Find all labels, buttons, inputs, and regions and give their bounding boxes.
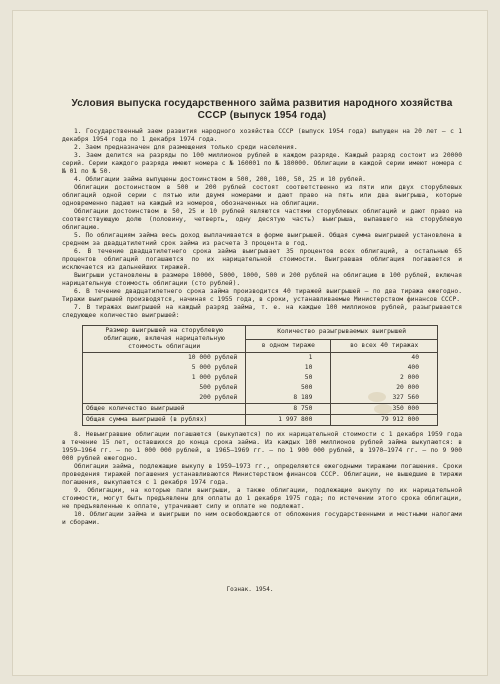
- paragraph: 6. В течение двадцатилетнего срока займа выигрывает 35 процентов всех облигаций, а остальные 65 процентов облигаций погашаются по их нарицательной стоимости. Выигравшая облигация погашается и исключается из дальнейших тиражей.: [62, 248, 462, 271]
- winnings-table: [82, 325, 438, 426]
- cell-size: 5 000 рублей: [83, 363, 246, 373]
- paragraph: 4. Облигации займа выпущены достоинством в 500, 200, 100, 50, 25 и 10 рублей.: [74, 176, 366, 183]
- document-body: [62, 98, 462, 527]
- paragraph: 6. В течение двадцатилетнего срока займа производится 40 тиражей выигрышей — по два тиража ежегодно. Тиражи выигрышей производятся, начиная с 1955 года, в сроки, устанавливаемые Министерством финансов СССР.: [62, 288, 462, 303]
- total-count-label: Общее количество выигрышей: [83, 404, 246, 415]
- cell-one-draw: 8 189: [246, 393, 331, 404]
- paragraph: 5. По облигациям займа весь доход выплачивается в форме выигрышей. Общая сумма выигрышей установлена в среднем за двадцатилетний срок займа из расчета 3 процента в год.: [62, 232, 462, 247]
- table-row: [83, 383, 438, 393]
- cell-all-draws: 327 560: [331, 393, 438, 404]
- cell-all-draws: 20 000: [331, 383, 438, 393]
- paragraph: 2. Заем предназначен для размещения только среди населения.: [74, 144, 298, 151]
- paragraph: 1. Государственный заем развития народного хозяйства СССР (выпуск 1954 года) выпущен на 20 лет — с 1 декабря 1954 года по 1 декабря 1974 года.: [62, 128, 462, 143]
- conditions-section: [62, 128, 462, 320]
- paragraph: Облигации достоинством в 500 и 200 рублей состоят соответственно из пяти или двух сторублевых облигаций одной серии с пятью или двумя номерами и дают право на пять или два выигрыша, которые одновременно падают на каждый из номеров, обозначенных на облигации.: [62, 184, 462, 207]
- cell-all-draws: 400: [331, 363, 438, 373]
- paragraph: 10. Облигации займа и выигрыши по ним освобождаются от обложения государственными и местными налогами и сборами.: [62, 511, 462, 526]
- cell-one-draw: 50: [246, 373, 331, 383]
- cell-one-draw: 10: [246, 363, 331, 373]
- table-row: [83, 373, 438, 383]
- table-total-row: [83, 404, 438, 415]
- column-group-header: Количество разыгрываемых выигрышей: [246, 326, 438, 340]
- total-count-one: 8 750: [246, 404, 331, 415]
- document-title: Условия выпуска государственного займа развития народного хозяйства СССР (выпуск 1954 года): [71, 98, 453, 121]
- cell-size: 500 рублей: [83, 383, 246, 393]
- column-header-size: Размер выигрышей на сторублевую облигацию, включая нарицательную стоимость облигации: [83, 326, 246, 353]
- table-total-row: [83, 415, 438, 426]
- cell-size: 1 000 рублей: [83, 373, 246, 383]
- total-count-all: 350 000: [331, 404, 438, 415]
- column-header-all-draws: во всех 40 тиражах: [331, 339, 438, 353]
- cell-all-draws: 2 000: [331, 373, 438, 383]
- table-row: [83, 393, 438, 404]
- total-sum-label: Общая сумма выигрышей (в рублях): [83, 415, 246, 426]
- cell-one-draw: 1: [246, 353, 331, 364]
- paragraph: 7. В тиражах выигрышей на каждый разряд займа, т. е. на каждые 100 миллионов рублей, разыгрывается следующее количество выигрышей:: [62, 304, 462, 319]
- paragraph: Облигации займа, подлежащие выкупу в 1959—1973 гг., определяются ежегодными тиражами погашения. Сроки проведения тиражей погашения устанавливаются Министерством финансов СССР. Облигации, не вышедшие в тиражи погашения, выкупаются с 1 декабря 1974 года.: [62, 463, 462, 486]
- cell-all-draws: 40: [331, 353, 438, 364]
- cell-size: 10 000 рублей: [83, 353, 246, 364]
- paragraph: 9. Облигации, на которые пали выигрыши, а также облигации, подлежащие выкупу по их нарицательной стоимости, могут быть предъявлены для оплаты до 1 декабря 1975 года; по истечении этого срока облигации, не предъявленные к оплате, утрачивают силу и оплате не подлежат.: [62, 487, 462, 510]
- paragraph: 8. Невыигравшие облигации погашаются (выкупаются) по их нарицательной стоимости с 1 декабря 1959 года в течение 15 лет, оставшихся до конца срока займа. Из каждых 100 миллионов рублей займа выкупаются: в 1959—1964 гг. — по 1 000 000 рублей, в 1965—1969 гг. — по 1 900 000 рублей, в 1970—1974 гг. — по 9 900 000 рублей ежегодно.: [62, 431, 462, 462]
- paragraph: 3. Заем делится на разряды по 100 миллионов рублей в каждом разряде. Каждый разряд состоит из 20000 серий. Серии каждого разряда имеют номера с № 160001 по № 180000. Облигации в каждой серии имеют номера с № 01 по № 50.: [62, 152, 462, 175]
- printer-imprint: Гознак. 1954.: [226, 586, 274, 593]
- total-sum-one: 1 997 800: [246, 415, 331, 426]
- column-header-one-draw: в одном тираже: [246, 339, 331, 353]
- cell-size: 200 рублей: [83, 393, 246, 404]
- table-row: [83, 363, 438, 373]
- cell-one-draw: 500: [246, 383, 331, 393]
- redemption-section: [62, 431, 462, 527]
- paragraph: Выигрыши установлены в размере 10000, 5000, 1000, 500 и 200 рублей на облигацию в 100 рублей, включая нарицательную стоимость облигации (сто рублей).: [62, 272, 462, 287]
- document-sheet: [12, 10, 488, 676]
- table-row: [83, 353, 438, 364]
- total-sum-all: 79 912 000: [331, 415, 438, 426]
- paragraph: Облигации достоинством в 50, 25 и 10 рублей являются частями сторублевых облигаций и дают право на соответствующую долю (половину, четверть, одну десятую часть) выигрыша, выпавшего на сторублевую облигацию.: [62, 208, 462, 231]
